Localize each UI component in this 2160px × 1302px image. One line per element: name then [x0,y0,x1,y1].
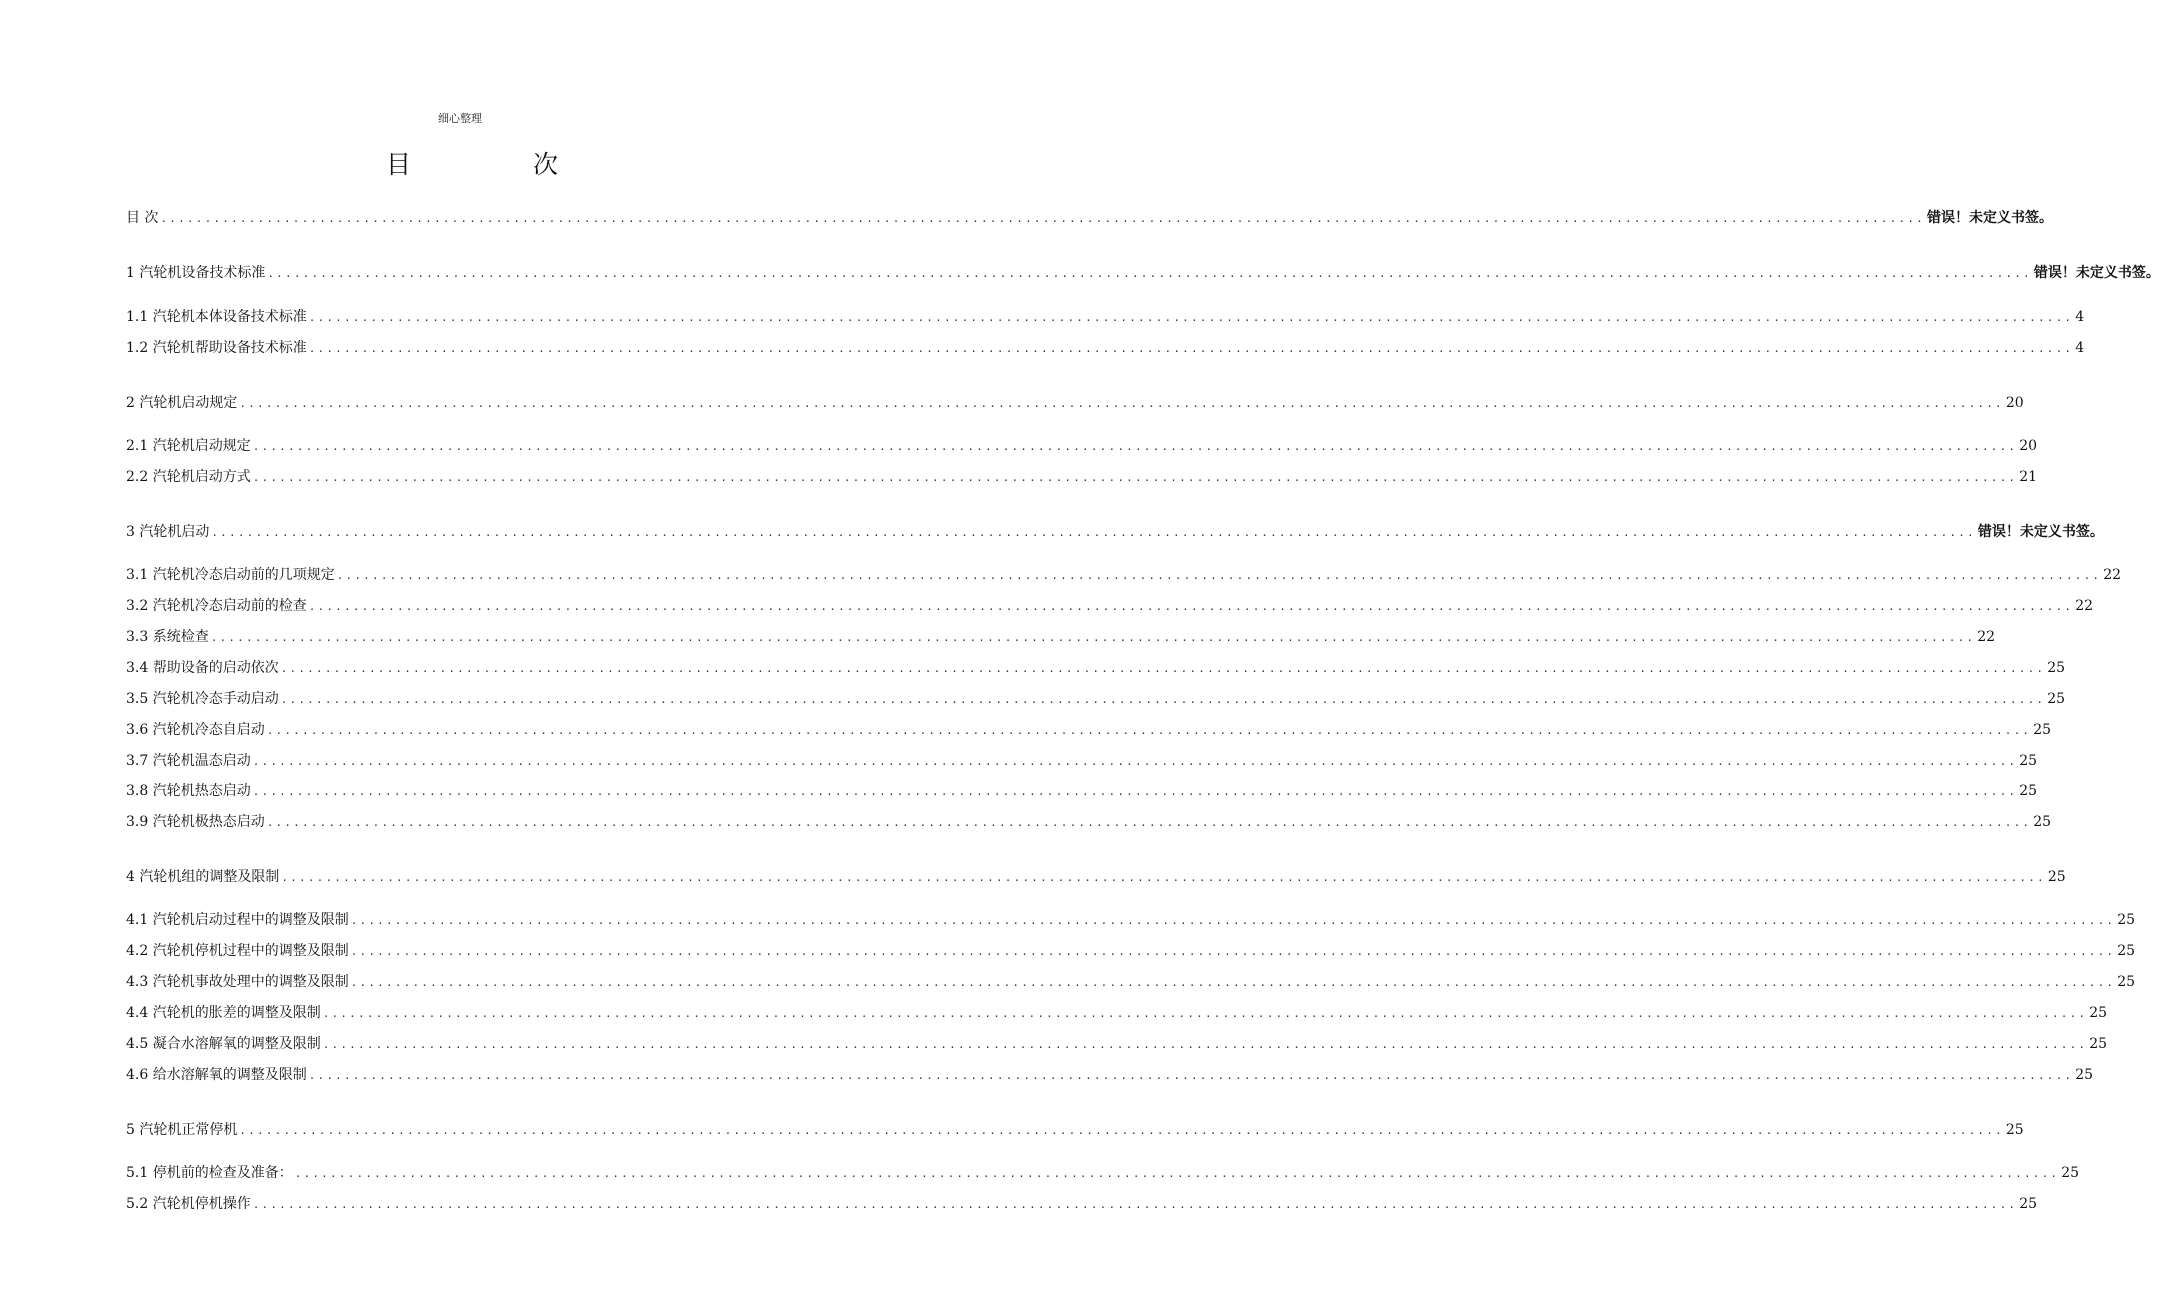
toc-page-error: 错误！未定义书签。 [1926,210,2053,226]
toc-page-number: 25 [2047,869,2066,885]
toc-entry-4-3[interactable] [126,971,2136,993]
dot-leader: ........................................................................................................................................................................................................ [308,342,2074,355]
toc-page-number: 25 [2089,1036,2108,1052]
toc-entry-3-2[interactable] [126,595,2094,617]
toc-entry-contents[interactable] [126,207,2053,229]
toc-entry-label: 3.9 汽轮机极热态启动 [126,814,265,830]
toc-entry-2-1[interactable] [126,435,2038,457]
toc-page-error: 错误！未定义书签。 [2033,265,2160,281]
toc-entry-label: 4.5 凝合水溶解氧的调整及限制 [126,1036,321,1052]
dot-leader: ........................................................................................................................................................................................................ [350,945,2116,958]
dot-leader: ........................................................................................................................................................................................................ [336,569,2102,582]
toc-page-number: 22 [2075,598,2094,614]
toc-entry-label: 3.8 汽轮机热态启动 [126,783,251,799]
toc-page-number: 25 [2047,691,2066,707]
dot-leader: ........................................................................................................................................................................................................ [308,600,2074,613]
toc-entry-label: 1.1 汽轮机本体设备技术标准 [126,309,307,325]
toc-entry-label: 3.3 系统检查 [126,629,209,645]
dot-leader: ........................................................................................................................................................................................................ [266,816,2032,829]
toc-entry-label: 目 次 [126,210,159,226]
toc-entry-label: 3.2 汽轮机冷态启动前的检查 [126,598,307,614]
toc-entry-3-5[interactable] [126,688,2066,710]
toc-entry-label: 1.2 汽轮机帮助设备技术标准 [126,340,307,356]
toc-entry-label: 3.5 汽轮机冷态手动启动 [126,691,279,707]
toc-entry-3-9[interactable] [126,811,2052,833]
toc-entry-label: 3 汽轮机启动 [126,524,210,540]
dot-leader: ........................................................................................................................................................................................................ [160,212,1925,225]
toc-entry-label: 3.6 汽轮机冷态自启动 [126,722,265,738]
dot-leader: ........................................................................................................................................................................................................ [322,1038,2088,1051]
toc-page-number: 25 [2117,912,2136,928]
toc-entry-1[interactable] [126,262,2160,284]
toc-entry-4-4[interactable] [126,1002,2108,1024]
dot-leader: ........................................................................................................................................................................................................ [252,440,2018,453]
toc-entry-3-4[interactable] [126,657,2066,679]
toc-entry-label: 2 汽轮机启动规定 [126,395,238,411]
toc-entry-3-8[interactable] [126,780,2038,802]
toc-page-number: 22 [2103,567,2122,583]
toc-entry-4-6[interactable] [126,1064,2094,1086]
toc-entry-3-1[interactable] [126,564,2122,586]
toc-entry-label: 4.6 给水溶解氧的调整及限制 [126,1067,307,1083]
toc-entry-3-3[interactable] [126,626,1996,648]
toc-page-number: 25 [2033,722,2052,738]
toc-page-error: 错误！未定义书签。 [1977,524,2104,540]
toc-page-number: 25 [2019,783,2038,799]
dot-leader: ........................................................................................................................................................................................................ [308,1069,2074,1082]
dot-leader: ........................................................................................................................................................................................................ [239,397,2004,410]
dot-leader: ........................................................................................................................................................................................................ [350,976,2116,989]
dot-leader: ........................................................................................................................................................................................................ [252,1198,2018,1211]
title-char-left: 目 [386,150,412,179]
toc-entry-label: 4.3 汽轮机事故处理中的调整及限制 [126,974,349,990]
toc-page-number: 21 [2019,469,2038,485]
toc-page-number: 25 [2019,753,2038,769]
toc-entry-label: 2.2 汽轮机启动方式 [126,469,251,485]
toc-entry-3[interactable] [126,521,2104,543]
toc-entry-label: 2.1 汽轮机启动规定 [126,438,251,454]
toc-entry-label: 4.2 汽轮机停机过程中的调整及限制 [126,943,349,959]
toc-entry-5-2[interactable] [126,1193,2038,1215]
toc-entry-1-2[interactable] [126,337,2085,359]
toc-page-number: 25 [2089,1005,2108,1021]
toc-page-number: 25 [2033,814,2052,830]
toc-page-number: 20 [2005,395,2024,411]
toc-entry-label: 5 汽轮机正常停机 [126,1122,238,1138]
toc-entry-label: 5.2 汽轮机停机操作 [126,1196,251,1212]
toc-page-number: 25 [2005,1122,2024,1138]
toc-entry-4-2[interactable] [126,940,2136,962]
toc-entry-4-5[interactable] [126,1033,2108,1055]
toc-page-number: 4 [2075,309,2085,325]
toc-entry-label: 5.1 停机前的检查及准备： [126,1165,293,1181]
dot-leader: ........................................................................................................................................................................................................ [267,267,2032,280]
toc-entry-5-1[interactable] [126,1162,2080,1184]
dot-leader: ........................................................................................................................................................................................................ [211,526,1976,539]
page-title [0,145,920,185]
toc-entry-1-1[interactable] [126,306,2085,328]
toc-entry-label: 4.1 汽轮机启动过程中的调整及限制 [126,912,349,928]
toc-entry-label: 4 汽轮机组的调整及限制 [126,869,280,885]
dot-leader: ........................................................................................................................................................................................................ [350,914,2116,927]
toc-entry-2[interactable] [126,392,2024,414]
page-header: 细心整理 [438,112,482,125]
dot-leader: ........................................................................................................................................................................................................ [252,785,2018,798]
toc-page-number: 25 [2047,660,2066,676]
toc-entry-4-1[interactable] [126,909,2136,931]
dot-leader: ........................................................................................................................................................................................................ [322,1007,2088,1020]
dot-leader: ........................................................................................................................................................................................................ [210,631,1976,644]
toc-entry-4[interactable] [126,866,2066,888]
toc-page-number: 4 [2075,340,2085,356]
title-char-right: 次 [533,150,559,179]
dot-leader: ........................................................................................................................................................................................................ [252,755,2018,768]
toc-entry-label: 4.4 汽轮机的胀差的调整及限制 [126,1005,321,1021]
toc-entry-label: 3.1 汽轮机冷态启动前的几项规定 [126,567,335,583]
dot-leader: ........................................................................................................................................................................................................ [266,724,2032,737]
toc-page-number: 25 [2117,974,2136,990]
toc-page-number: 25 [2117,943,2136,959]
dot-leader: ........................................................................................................................................................................................................ [252,471,2018,484]
toc-page-number: 25 [2061,1165,2080,1181]
toc-page-number: 25 [2075,1067,2094,1083]
toc-entry-3-6[interactable] [126,719,2052,741]
dot-leader: ........................................................................................................................................................................................................ [308,311,2074,324]
dot-leader: ........................................................................................................................................................................................................ [294,1167,2060,1180]
toc-page-number: 20 [2019,438,2038,454]
toc-entry-5[interactable] [126,1119,2024,1141]
toc-entry-label: 3.4 帮助设备的启动依次 [126,660,279,676]
dot-leader: ........................................................................................................................................................................................................ [281,871,2046,884]
toc-page-number: 22 [1977,629,1996,645]
toc-page-number: 25 [2019,1196,2038,1212]
dot-leader: ........................................................................................................................................................................................................ [280,693,2046,706]
dot-leader: ........................................................................................................................................................................................................ [239,1124,2004,1137]
toc-entry-label: 3.7 汽轮机温态启动 [126,753,251,769]
toc-entry-2-2[interactable] [126,466,2038,488]
toc-entry-3-7[interactable] [126,750,2038,772]
toc-entry-label: 1 汽轮机设备技术标准 [126,265,266,281]
dot-leader: ........................................................................................................................................................................................................ [280,662,2046,675]
